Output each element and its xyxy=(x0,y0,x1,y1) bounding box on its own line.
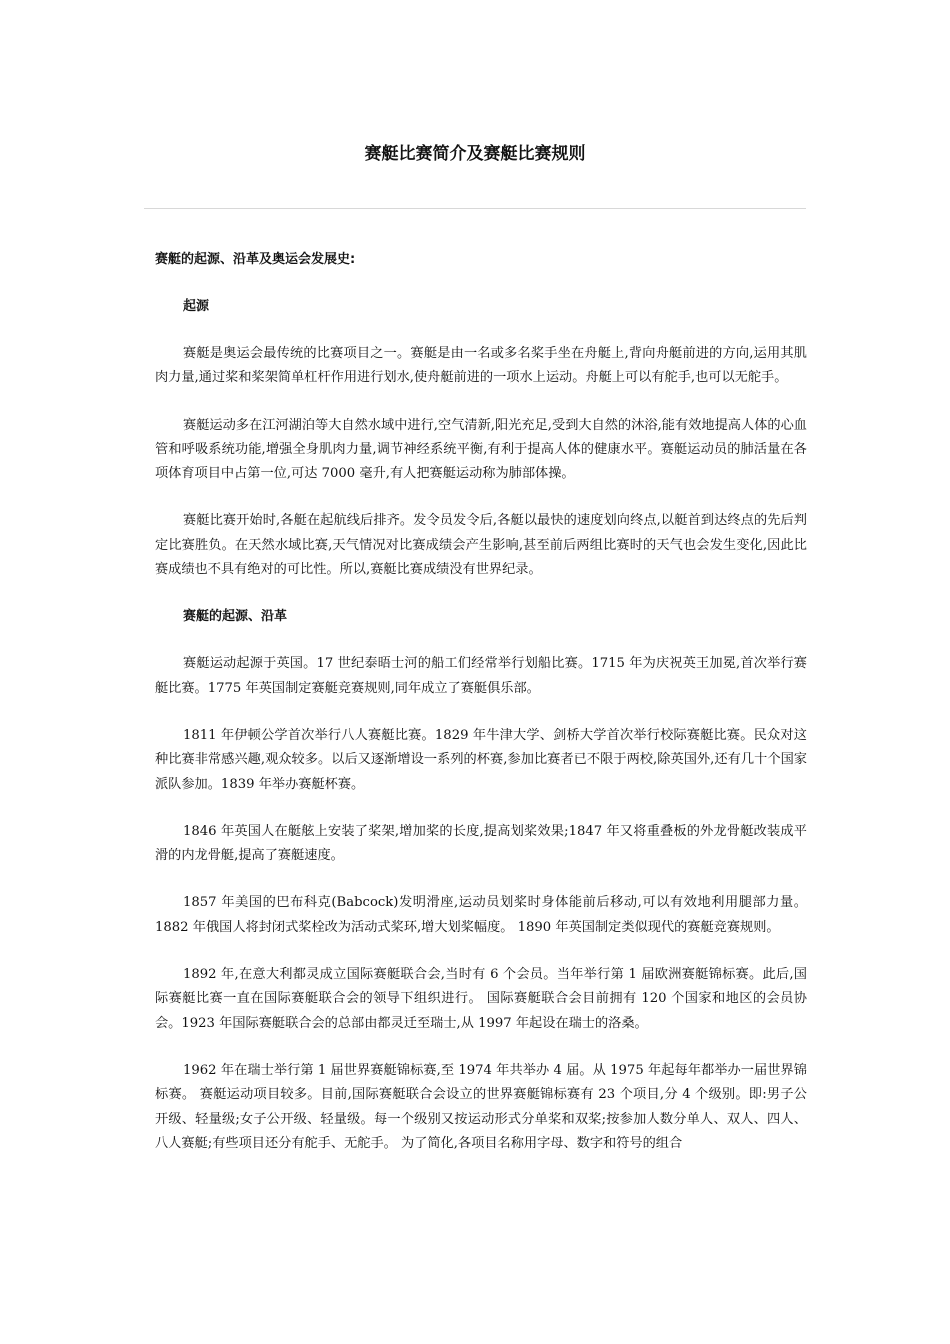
section-heading: 赛艇的起源、沿革及奥运会发展史: xyxy=(155,252,356,267)
subheading-origin-history: 赛艇的起源、沿革 xyxy=(183,609,288,625)
paragraph: 1811 年伊顿公学首次举行八人赛艇比赛。1829 年牛津大学、剑桥大学首次举行校际赛艇比赛。民众对这种比赛非常感兴趣,观众较多。以后又逐渐增设一系列的杯赛,参加比赛者已不限于两校,除英国外,还有几十个国家派队参加。1839 年举办赛艇杯赛。 xyxy=(155,727,807,792)
document-title: 赛艇比赛简介及赛艇比赛规则 xyxy=(364,144,586,164)
subheading-origin: 起源 xyxy=(183,299,210,314)
paragraph: 1857 年美国的巴布科克(Babcock)发明滑座,运动员划桨时身体能前后移动,可以有效地利用腿部力量。 1882 年俄国人将封闭式桨栓改为活动式桨环,增大划桨幅度。 1890 年英国制定类似现代的赛艇竞赛规则。 xyxy=(155,895,807,935)
paragraph: 1962 年在瑞士举行第 1 届世界赛艇锦标赛,至 1974 年共举办 4 届。从 1975 年起每年都举办一届世界锦标赛。 赛艇运动项目较多。目前,国际赛艇联合会设立的世界赛艇锦标赛有 23 个项目,分 4 个级别。即:男子公开级、轻量级;女子公开级、轻量级。每一个级别又按运动形式分单桨和双桨;按参加人数分单人、双人、四人、八人赛艇;有些项目还分有舵手、无舵手。 为了简化,各项目名称用字母、数字和符号的组合 xyxy=(155,1062,807,1151)
paragraph: 赛艇是奥运会最传统的比赛项目之一。赛艇是由一名或多名桨手坐在舟艇上,背向舟艇前进的方向,运用其肌肉力量,通过桨和桨架简单杠杆作用进行划水,使舟艇前进的一项水上运动。舟艇上可以有舵手,也可以无舵手。 xyxy=(155,346,807,386)
document-body xyxy=(155,248,807,1179)
paragraph: 赛艇比赛开始时,各艇在起航线后排齐。发令员发令后,各艇以最快的速度划向终点,以艇首到达终点的先后判定比赛胜负。在天然水域比赛,天气情况对比赛成绩会产生影响,甚至前后两组比赛时的天气也会发生变化,因此比赛成绩也不具有绝对的可比性。所以,赛艇比赛成绩没有世界纪录。 xyxy=(155,513,807,578)
paragraph: 1892 年,在意大利都灵成立国际赛艇联合会,当时有 6 个会员。当年举行第 1 届欧洲赛艇锦标赛。此后,国际赛艇比赛一直在国际赛艇联合会的领导下组织进行。 国际赛艇联合会目前拥有 120 个国家和地区的会员协会。1923 年国际赛艇联合会的总部由都灵迁至瑞士,从 1997 年起设在瑞士的洛桑。 xyxy=(155,967,807,1031)
title-divider xyxy=(144,208,806,209)
paragraph: 赛艇运动起源于英国。17 世纪泰晤士河的船工们经常举行划船比赛。1715 年为庆祝英王加冕,首次举行赛艇比赛。1775 年英国制定赛艇竞赛规则,同年成立了赛艇俱乐部。 xyxy=(155,656,807,696)
paragraph: 赛艇运动多在江河湖泊等大自然水域中进行,空气清新,阳光充足,受到大自然的沐浴,能有效地提高人体的心血管和呼吸系统功能,增强全身肌肉力量,调节神经系统平衡,有利于提高人体的健康水平。赛艇运动员的肺活量在各项体育项目中占第一位,可达 7000 毫升,有人把赛艇运动称为肺部体操。 xyxy=(155,417,807,482)
paragraph: 1846 年英国人在艇舷上安装了桨架,增加桨的长度,提高划桨效果;1847 年又将重叠板的外龙骨艇改装成平滑的内龙骨艇,提高了赛艇速度。 xyxy=(155,823,807,864)
